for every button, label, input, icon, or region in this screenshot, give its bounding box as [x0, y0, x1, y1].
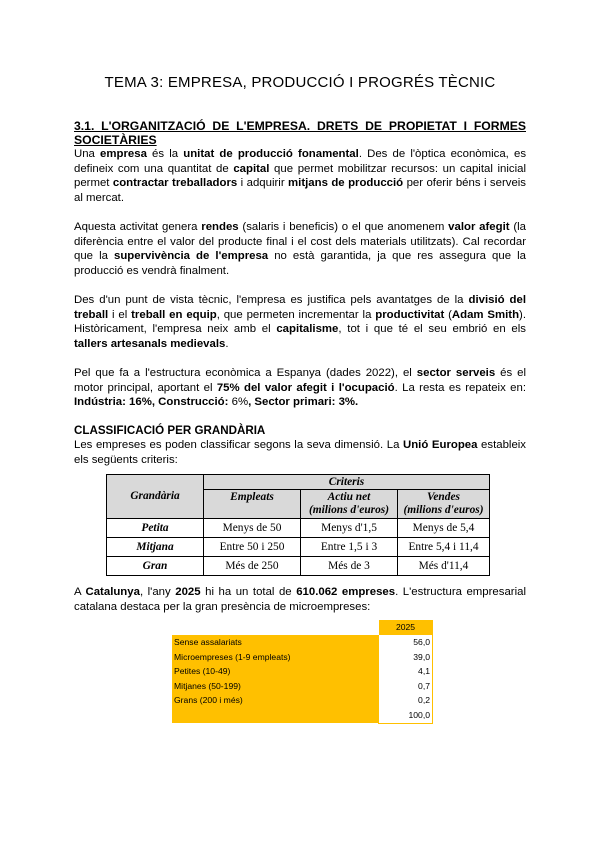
section-heading: 3.1. L'ORGANITZACIÓ DE L'EMPRESA. DRETS DE PROPIETAT I FORMES SOCIETÀRIES	[74, 119, 526, 147]
classification-intro: Les empreses es poden classificar segons la seva dimensió. La Unió Europea estableix els següents criteris:	[74, 439, 527, 467]
year-header: 2025	[379, 620, 433, 635]
size-criteria-table	[106, 474, 490, 577]
table-row: Petites (10-49) 4,1	[172, 664, 433, 679]
table-row: Petita Menys de 50 Menys d'1,5 Menys de 5,4	[107, 519, 490, 538]
paragraph-espanya: Pel que fa a l'estructura econòmica a Espanya (dades 2022), el sector serveis és el motor principal, aportant el 75% del valor afegit i l'ocupació. La resta es repateix en: Indústria: 16%, Construcció: 6%, Sector primari: 3%.	[74, 367, 526, 409]
paragraph-tecnic: Des d'un punt de vista tècnic, l'empresa es justifica pels avantatges de la divisió del treball i el treball en equip, que permeten incrementar la productivitat (Adam Smith). Històricament, l'empresa neix amb el capitalisme, tot i que té el seu embrió en els tallers artesanals medievals.	[74, 294, 527, 350]
col-header-sales: Vendes (milions d'euros)	[398, 490, 490, 519]
criteria-header: Criteris	[204, 474, 490, 490]
paragraph-empresa: Una empresa és la unitat de producció fonamental. Des de l'òptica econòmica, es defineix com una quantitat de capital que permet mobilitzar recursos: un capital inicial permet contractar treballadors i adquirir mitjans de producció per oferir béns i serveis al mercat.	[74, 148, 527, 204]
col-header-assets: Actiu net (milions d'euros)	[301, 490, 398, 519]
total-row	[172, 708, 433, 723]
catalonia-paragraph: A Catalunya, l'any 2025 hi ha un total de 610.062 empreses. L'estructura empresarial catalana destaca per la gran presència de microempreses:	[74, 586, 526, 613]
table-row: Sense assalariats 56,0	[172, 635, 433, 650]
catalonia-structure-table	[172, 620, 433, 723]
table-row: Gran Més de 250 Més de 3 Més d'11,4	[107, 557, 490, 576]
total-value: 100,0	[379, 708, 433, 723]
page-title: TEMA 3: EMPRESA, PRODUCCIÓ I PROGRÉS TÈCNIC	[104, 74, 496, 91]
table-row: Mitjana Entre 50 i 250 Entre 1,5 i 3 Entre 5,4 i 11,4	[107, 538, 490, 557]
paragraph-rendes: Aquesta activitat genera rendes (salaris i beneficis) o el que anomenem valor afegit (la diferència entre el valor del producte final i el cost dels materials utilitzats). Cal recordar que la supervivència de l'empresa no està garantida, ja que res assegura que la producció es vendrà finalment.	[74, 221, 527, 277]
table-row: Microempreses (1-9 empleats) 39,0	[172, 650, 433, 665]
table-row: Grans (200 i més) 0,2	[172, 693, 433, 708]
col-header-size: Grandària	[107, 474, 204, 519]
classification-heading: CLASSIFICACIÓ PER GRANDÀRIA	[74, 423, 266, 437]
document-body	[74, 120, 526, 724]
table-row: Mitjanes (50-199) 0,7	[172, 679, 433, 694]
col-header-employees: Empleats	[204, 490, 301, 519]
